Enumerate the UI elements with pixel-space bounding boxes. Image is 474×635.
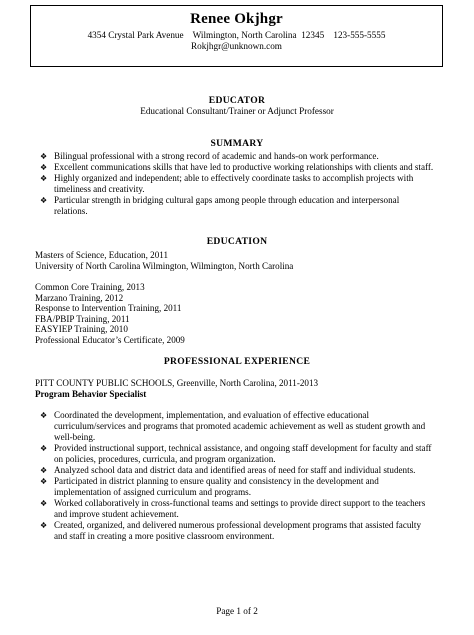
education-heading: EDUCATION (206, 236, 268, 247)
education-heading-block (0, 236, 474, 247)
diamond-bullet-icon: ❖ (40, 521, 48, 530)
list-item: ❖ Created, organized, and delivered numerous professional development programs that assisted faculty and staff in creating a more positive classroom environment. (40, 520, 422, 541)
list-item: ❖ Excellent communications skills that have led to productive working relationships with clients and staff. (40, 162, 434, 172)
list-item: ❖ Bilingual professional with a strong record of academic and hands-on work performance. (40, 151, 379, 161)
diamond-bullet-icon: ❖ (40, 152, 48, 161)
training-item: Professional Educator’s Certificate, 2009 (35, 334, 185, 345)
summary-heading: SUMMARY (210, 138, 264, 149)
job-header (35, 378, 445, 399)
list-item: ❖ Participated in district planning to ensure quality and consistency in the development and implementation of assigned curriculum and programs. (40, 476, 379, 497)
candidate-name: Renee Okjhgr (190, 11, 283, 27)
list-item: ❖ Coordinated the development, implementation, and evaluation of effective educational curriculum/services and programs that promoted academic achievement as well as student growth and well-being. (40, 410, 426, 442)
diamond-bullet-icon: ❖ (40, 444, 48, 453)
diamond-bullet-icon: ❖ (40, 499, 48, 508)
contact-header (30, 5, 443, 67)
experience-heading-block (0, 356, 474, 367)
summary-heading-block (0, 138, 474, 149)
list-item: ❖ Particular strength in bridging cultural gaps among people through education and interpersonal relations. (40, 195, 400, 216)
training-item: EASYIEP Training, 2010 (35, 324, 128, 334)
training-item: Response to Intervention Training, 2011 (35, 303, 182, 313)
education-details (35, 250, 445, 271)
diamond-bullet-icon: ❖ (40, 477, 48, 486)
diamond-bullet-icon: ❖ (40, 163, 48, 172)
list-item: ❖ Analyzed school data and district data and identified areas of need for staff and individual students. (40, 465, 416, 475)
training-item: Marzano Training, 2012 (35, 292, 124, 303)
objective-subtitle: Educational Consultant/Trainer or Adjunct Professor (140, 106, 334, 116)
training-item: FBA/PBIP Training, 2011 (35, 313, 130, 324)
diamond-bullet-icon: ❖ (40, 196, 48, 205)
contact-address: 4354 Crystal Park Avenue Wilmington, North Carolina 12345 123-555-5555 (87, 30, 386, 40)
school-text: University of North Carolina Wilmington, Wilmington, North Carolina (35, 260, 294, 271)
experience-list (40, 410, 435, 542)
diamond-bullet-icon: ❖ (40, 411, 48, 420)
diamond-bullet-icon: ❖ (40, 466, 48, 475)
degree-text: Masters of Science, Education, 2011 (35, 250, 169, 260)
list-item: ❖ Highly organized and independent; able to effectively coordinate tasks to accomplish projects with timeliness and creativity. (40, 173, 414, 194)
objective-heading: EDUCATOR (208, 95, 266, 106)
diamond-bullet-icon: ❖ (40, 174, 48, 183)
contact-email: Rokjhgr@unknown.com (191, 41, 282, 51)
training-item: Common Core Training, 2013 (35, 282, 145, 292)
training-list (35, 282, 445, 345)
list-item: ❖ Worked collaboratively in cross-functional teams and settings to provide direct support to the teachers and improve student achievement. (40, 498, 426, 519)
objective-section (0, 95, 474, 117)
position-title: Program Behavior Specialist (35, 388, 147, 399)
list-item: ❖ Provided instructional support, technical assistance, and ongoing staff development for faculty and staff on policies, procedures, curricula, and program organization. (40, 443, 432, 464)
summary-list (40, 151, 435, 217)
experience-heading: PROFESSIONAL EXPERIENCE (163, 356, 311, 367)
page-number: Page 1 of 2 (216, 606, 258, 616)
employer-text: PITT COUNTY PUBLIC SCHOOLS, Greenville, North Carolina, 2011-2013 (35, 378, 319, 388)
